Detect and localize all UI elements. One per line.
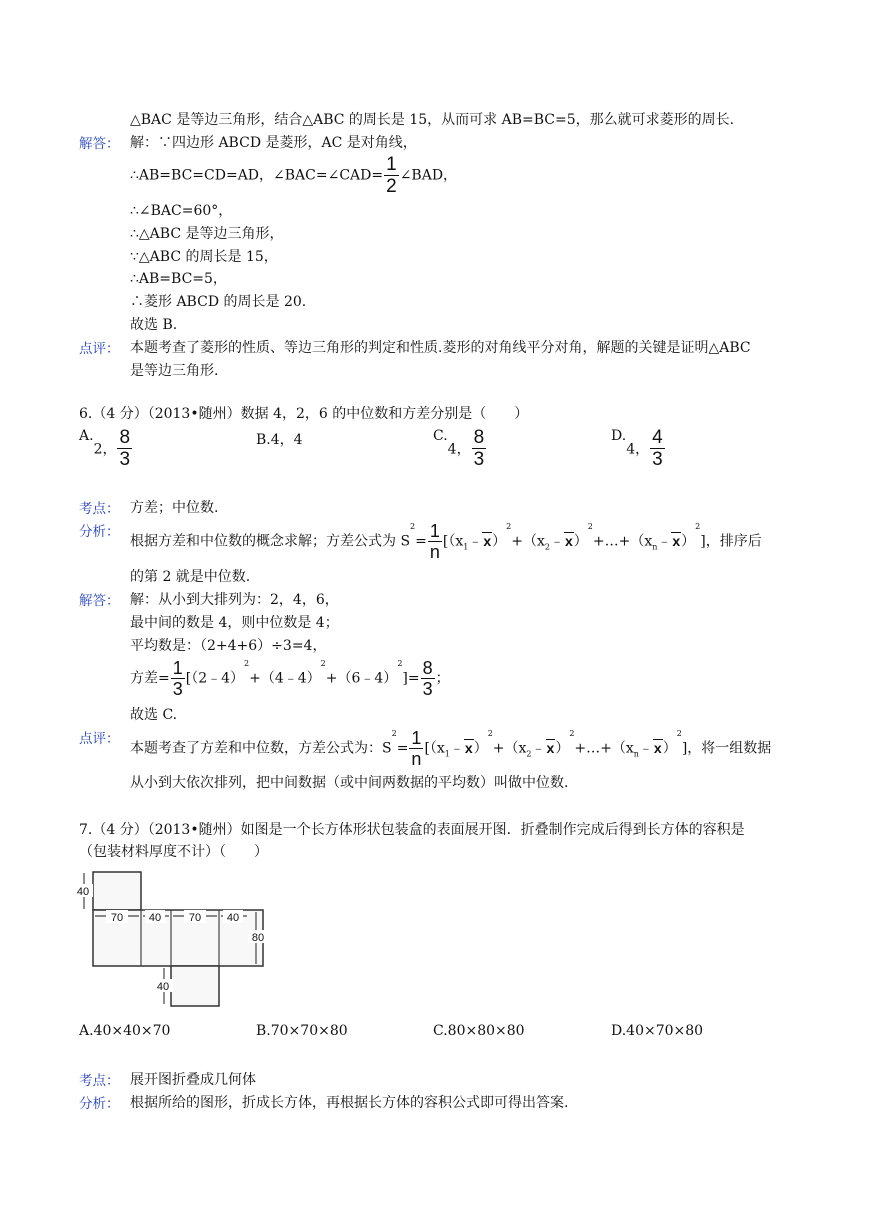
q5-half-fraction (384, 155, 399, 196)
q5-comment-line2: 是等边三角形. (130, 363, 219, 379)
q5-sol-line6: ∴AB=BC=5， (130, 271, 227, 287)
q6-an-xbar1: x (483, 532, 492, 549)
q7-stem-line2: （包装材料厚度不计）（ ） (79, 844, 268, 860)
q6-sol-line4: 方差= $\frac{1}{3}$ [（2﹣4）$^2$+（4﹣4）$^2$+（6﹣4）$^2$]= $\frac{8}{3}$ ； (130, 658, 450, 699)
q6-opt-d-den: 3 (652, 449, 663, 470)
q6-var-frac2 (421, 659, 435, 698)
q5-comment-label: 点评： (79, 341, 120, 357)
q6-opt-a-den: 3 (119, 449, 131, 470)
q6-opt-d-val: 4， (626, 441, 650, 458)
net-bottom-face (171, 966, 219, 1006)
q6-analysis-label: 分析： (79, 524, 120, 540)
dim-top-40: 40 (76, 886, 90, 898)
q6-option-c (433, 428, 487, 469)
q5-solution-label: 解答： (79, 136, 120, 152)
q6-opt-c-num: 8 (473, 427, 485, 448)
q6-an-xbar3: x (672, 532, 681, 549)
q7-option-b: B.70×70×80 (256, 1023, 348, 1039)
q6-cm-one: 1 (411, 728, 422, 748)
q6-comment-line2: 从小到大依次排列，把中间数据（或中间两数据的平均数）叫做中位数. (130, 775, 569, 791)
q6-an-pre: 根据方差和中位数的概念求解；方差公式为 S (130, 533, 411, 550)
q6-opt-a-letter: A. (79, 428, 94, 444)
q5-comment-line1: 本题考查了菱形的性质、等边三角形的判定和性质.菱形的对角线平分对角，解题的关键是证明△ABC (130, 340, 751, 356)
q6-cm-n: n (411, 749, 422, 769)
q5-sol-line1: 解：∵四边形 ABCD 是菱形，AC 是对角线， (130, 135, 417, 151)
q5-sol-line2-post: ∠BAD， (399, 167, 458, 184)
q6-sol4-pre: 方差= (130, 670, 170, 687)
q5-sol-line5: ∵△ABC 的周长是 15， (130, 249, 278, 265)
q6-var-eight: 8 (422, 658, 433, 678)
q6-opt-d-num: 4 (652, 427, 663, 448)
q7-option-c: C.80×80×80 (433, 1023, 525, 1039)
q6-option-a (79, 428, 133, 469)
q6-cm-xbar1: x (464, 739, 473, 756)
q6-analysis-line2: 的第 2 就是中位数. (130, 569, 251, 585)
q7-stem-line1: 7.（4 分）（2013•随州）如图是一个长方体形状包装盒的表面展开图．折叠制作完成后得到长方体的容积是 (79, 822, 745, 838)
q6-var-three2: 3 (422, 679, 433, 699)
q6-an-frac (428, 522, 442, 561)
q6-var-one: 1 (172, 658, 183, 678)
q6-solution-label: 解答： (79, 593, 120, 609)
dim-40-a: 40 (148, 912, 162, 924)
q6-opt-d-letter: D. (611, 428, 627, 444)
q5-analysis-tail: △BAC 是等边三角形，结合△ABC 的周长是 15，从而可求 AB=BC=5，那么就可求菱形的周长. (130, 112, 735, 128)
q6-cm-frac (409, 729, 423, 768)
q6-cm-xbar3: x (653, 739, 662, 756)
dim-bottom-40: 40 (156, 981, 170, 993)
dim-80: 80 (251, 932, 265, 944)
q6-sol4-end: ]= (402, 670, 420, 687)
q6-sol4-mid: [（2﹣4） (185, 670, 245, 687)
q7-analysis: 根据所给的图形，折成长方体，再根据长方体的容积公式即可得出答案. (130, 1095, 569, 1111)
q5-sol-line3: ∴∠BAC=60°， (130, 203, 233, 219)
q6-sol4-semi: ； (435, 670, 450, 687)
q6-var-frac1 (171, 659, 185, 698)
q7-box-net-figure (70, 868, 280, 1012)
q6-opt-a-fraction (117, 428, 132, 469)
q6-sol4-mid3: +（6﹣4） (325, 670, 398, 687)
q6-opt-d-fraction (650, 428, 665, 469)
q6-kaodian: 方差；中位数. (130, 500, 219, 516)
q7-option-a: A.40×40×70 (79, 1023, 171, 1039)
q7-kaodian: 展开图折叠成几何体 (130, 1072, 256, 1088)
dim-40-b: 40 (226, 912, 240, 924)
q6-kaodian-label: 考点： (79, 501, 120, 517)
q6-opt-c-letter: C. (433, 428, 448, 444)
q7-analysis-label: 分析： (79, 1096, 120, 1112)
q6-an-one: 1 (429, 521, 440, 541)
q6-cm-pre: 本题考查了方差和中位数，方差公式为：S (130, 740, 392, 757)
q6-var-three: 3 (172, 679, 183, 699)
q7-option-d: D.40×70×80 (611, 1023, 704, 1039)
q6-stem: 6.（4 分）（2013•随州）数据 4，2，6 的中位数和方差分别是（ ） (79, 406, 529, 422)
q5-half-den: 2 (386, 176, 397, 197)
q6-sol-line1: 解：从小到大排列为：2，4，6， (130, 592, 339, 608)
net-top-face (93, 872, 141, 910)
dim-70-b: 70 (188, 912, 202, 924)
q6-sol-line3: 平均数是：（2+4+6）÷3=4， (130, 638, 327, 654)
q5-sol-line2 (130, 155, 457, 196)
q6-analysis-formula-line: 根据方差和中位数的概念求解；方差公式为 $S^2=$ $\frac{1}{n}$ $[(x_1﹣x)^2+(x_2﹣x)^2+\dots+(x_n﹣x)^2]$，排序后 (130, 521, 762, 562)
q6-opt-c-val: 4， (447, 441, 471, 458)
q6-option-d (611, 428, 666, 469)
q5-sol-line4: ∴△ABC 是等边三角形， (130, 226, 284, 242)
q5-sol-line7: ∴菱形 ABCD 的周长是 20. (130, 294, 307, 310)
q6-an-n: n (429, 542, 440, 562)
q6-an-xbar2: x (564, 532, 573, 549)
q6-opt-c-fraction (472, 428, 487, 469)
q6-option-b: B.4，4 (256, 432, 303, 448)
q6-comment-formula-line: 本题考查了方差和中位数，方差公式为：$S^2=$ $\frac{1}{n}$ $[(x_1﹣x)^2+(x_2﹣x)^2+\dots+(x_n﹣x)^2]$，将一组数据 (130, 728, 772, 769)
dim-70-a: 70 (110, 912, 124, 924)
q6-sol-line5: 故选 C. (130, 707, 178, 723)
q5-half-num: 1 (386, 154, 397, 175)
q5-sol-line8: 故选 B. (130, 317, 178, 333)
q6-cm-tail: ，将一组数据 (687, 740, 772, 757)
q5-sol-line2-pre: ∴AB=BC=CD=AD，∠BAC=∠CAD= (130, 167, 384, 184)
q6-opt-a-val: 2， (93, 441, 117, 458)
q6-cm-xbar2: x (546, 739, 555, 756)
q6-sol4-mid2: +（4﹣4） (249, 670, 321, 687)
q7-kaodian-label: 考点： (79, 1073, 120, 1089)
q6-opt-c-den: 3 (473, 449, 485, 470)
q6-opt-a-num: 8 (119, 427, 131, 448)
q6-an-tail: ，排序后 (705, 533, 762, 550)
q6-sol-line2: 最中间的数是 4，则中位数是 4； (130, 615, 339, 631)
q6-comment-label: 点评： (79, 731, 120, 747)
